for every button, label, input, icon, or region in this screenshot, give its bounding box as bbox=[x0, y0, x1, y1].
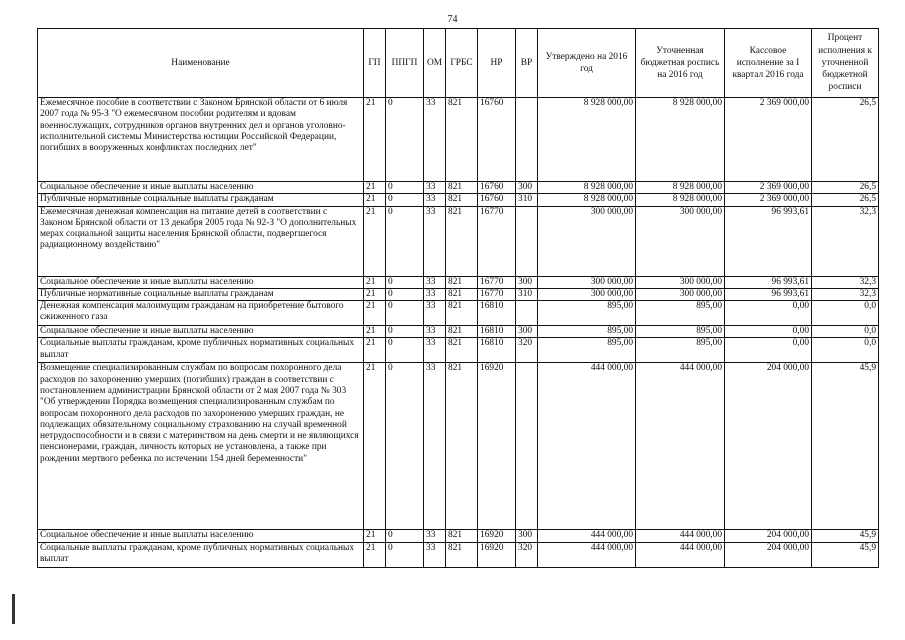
cell-grbs: 821 bbox=[446, 326, 478, 338]
cell-ppgp: 0 bbox=[386, 194, 424, 206]
cell-grbs: 821 bbox=[446, 288, 478, 300]
cell-ppgp: 0 bbox=[386, 542, 424, 567]
cell-om: 33 bbox=[424, 363, 446, 530]
cell-vr: 320 bbox=[516, 338, 538, 363]
header-approved: Утверждено на 2016 год bbox=[538, 29, 636, 98]
cell-np: 16770 bbox=[478, 276, 516, 288]
cell-np: 16810 bbox=[478, 301, 516, 326]
table-row bbox=[38, 98, 879, 182]
cell-np: 16920 bbox=[478, 363, 516, 530]
cell-ppgp: 0 bbox=[386, 98, 424, 182]
cell-om: 33 bbox=[424, 98, 446, 182]
cell-approved: 8 928 000,00 bbox=[538, 194, 636, 206]
table-row bbox=[38, 194, 879, 206]
cell-name: Возмещение специализированным службам по вопросам похоронного дела расходов по захоронению умерших (погибших) граждан в соответствии с постановлением администрации Брянской области от 2 мая 2007 года № 303 "Об утверждении Порядка возмещения специализированным службам по вопросам похоронного дела расходов по захоронению умерших граждан, не подлежащих обязательному социальному страхованию на случай временной нетрудоспособности и в связи с материнством на день смерти и не являющихся пенсионерами, граждан, личность которых не установлена, а также при рождении мертвого ребенка по истечении 154 дней беременности" bbox=[38, 363, 364, 530]
cell-gp: 21 bbox=[364, 288, 386, 300]
table-row bbox=[38, 182, 879, 194]
table-row bbox=[38, 530, 879, 542]
cell-om: 33 bbox=[424, 206, 446, 276]
cell-approved: 895,00 bbox=[538, 338, 636, 363]
header-np: НР bbox=[478, 29, 516, 98]
cell-om: 33 bbox=[424, 276, 446, 288]
cell-refined: 8 928 000,00 bbox=[636, 194, 725, 206]
cell-name: Ежемесячная денежная компенсация на питание детей в соответствии с Законом Брянской области от 13 декабря 2005 года № 92-З "О дополнительных мерах социальной защиты населения Брянской области, подвергшегося радиационному воздействию" bbox=[38, 206, 364, 276]
cell-approved: 895,00 bbox=[538, 301, 636, 326]
cell-refined: 444 000,00 bbox=[636, 530, 725, 542]
cell-vr: 300 bbox=[516, 182, 538, 194]
cell-percent: 26,5 bbox=[812, 98, 879, 182]
cell-approved: 444 000,00 bbox=[538, 363, 636, 530]
cell-ppgp: 0 bbox=[386, 530, 424, 542]
cell-vr: 320 bbox=[516, 542, 538, 567]
cell-approved: 895,00 bbox=[538, 326, 636, 338]
cell-gp: 21 bbox=[364, 194, 386, 206]
cell-percent: 45,9 bbox=[812, 530, 879, 542]
cell-ppgp: 0 bbox=[386, 276, 424, 288]
cell-vr: 300 bbox=[516, 530, 538, 542]
cell-grbs: 821 bbox=[446, 206, 478, 276]
cell-cash: 96 993,61 bbox=[725, 276, 812, 288]
cell-approved: 8 928 000,00 bbox=[538, 182, 636, 194]
cell-ppgp: 0 bbox=[386, 326, 424, 338]
cell-vr bbox=[516, 301, 538, 326]
cell-grbs: 821 bbox=[446, 301, 478, 326]
cell-approved: 8 928 000,00 bbox=[538, 98, 636, 182]
cell-percent: 0,0 bbox=[812, 326, 879, 338]
cell-gp: 21 bbox=[364, 276, 386, 288]
cell-np: 16760 bbox=[478, 98, 516, 182]
cell-name: Социальные выплаты гражданам, кроме публичных нормативных социальных выплат bbox=[38, 338, 364, 363]
cell-name: Денежная компенсация малоимущим гражданам на приобретение бытового сжиженного газа bbox=[38, 301, 364, 326]
header-vr: ВР bbox=[516, 29, 538, 98]
cell-np: 16770 bbox=[478, 206, 516, 276]
table-row bbox=[38, 288, 879, 300]
cell-approved: 300 000,00 bbox=[538, 206, 636, 276]
cell-vr bbox=[516, 98, 538, 182]
cell-om: 33 bbox=[424, 301, 446, 326]
cell-np: 16810 bbox=[478, 338, 516, 363]
cell-percent: 26,5 bbox=[812, 182, 879, 194]
table-row bbox=[38, 301, 879, 326]
cell-np: 16760 bbox=[478, 194, 516, 206]
cell-vr: 300 bbox=[516, 326, 538, 338]
cell-om: 33 bbox=[424, 326, 446, 338]
table-row bbox=[38, 338, 879, 363]
page-number: 74 bbox=[447, 14, 458, 25]
cell-grbs: 821 bbox=[446, 182, 478, 194]
cell-om: 33 bbox=[424, 182, 446, 194]
cell-grbs: 821 bbox=[446, 194, 478, 206]
cell-vr bbox=[516, 206, 538, 276]
header-ppgp: ППГП bbox=[386, 29, 424, 98]
cell-vr: 310 bbox=[516, 194, 538, 206]
cell-gp: 21 bbox=[364, 338, 386, 363]
cell-refined: 444 000,00 bbox=[636, 363, 725, 530]
cell-om: 33 bbox=[424, 530, 446, 542]
cell-ppgp: 0 bbox=[386, 206, 424, 276]
cell-ppgp: 0 bbox=[386, 288, 424, 300]
cell-cash: 2 369 000,00 bbox=[725, 194, 812, 206]
scan-edge-mark bbox=[12, 594, 15, 624]
cell-cash: 96 993,61 bbox=[725, 206, 812, 276]
cell-refined: 8 928 000,00 bbox=[636, 182, 725, 194]
cell-cash: 0,00 bbox=[725, 301, 812, 326]
cell-ppgp: 0 bbox=[386, 338, 424, 363]
cell-grbs: 821 bbox=[446, 542, 478, 567]
cell-grbs: 821 bbox=[446, 530, 478, 542]
cell-refined: 895,00 bbox=[636, 301, 725, 326]
header-om: ОМ bbox=[424, 29, 446, 98]
cell-om: 33 bbox=[424, 194, 446, 206]
cell-cash: 0,00 bbox=[725, 338, 812, 363]
cell-cash: 204 000,00 bbox=[725, 542, 812, 567]
cell-np: 16770 bbox=[478, 288, 516, 300]
cell-vr: 310 bbox=[516, 288, 538, 300]
cell-cash: 0,00 bbox=[725, 326, 812, 338]
cell-grbs: 821 bbox=[446, 363, 478, 530]
cell-grbs: 821 bbox=[446, 276, 478, 288]
cell-approved: 300 000,00 bbox=[538, 276, 636, 288]
header-gp: ГП bbox=[364, 29, 386, 98]
cell-percent: 45,9 bbox=[812, 363, 879, 530]
cell-ppgp: 0 bbox=[386, 301, 424, 326]
cell-np: 16920 bbox=[478, 542, 516, 567]
cell-name: Социальное обеспечение и иные выплаты населению bbox=[38, 182, 364, 194]
cell-refined: 895,00 bbox=[636, 338, 725, 363]
cell-name: Социальное обеспечение и иные выплаты населению bbox=[38, 530, 364, 542]
cell-refined: 444 000,00 bbox=[636, 542, 725, 567]
cell-grbs: 821 bbox=[446, 338, 478, 363]
cell-gp: 21 bbox=[364, 182, 386, 194]
cell-cash: 96 993,61 bbox=[725, 288, 812, 300]
cell-name: Публичные нормативные социальные выплаты гражданам bbox=[38, 194, 364, 206]
cell-gp: 21 bbox=[364, 206, 386, 276]
cell-percent: 32,3 bbox=[812, 288, 879, 300]
cell-om: 33 bbox=[424, 338, 446, 363]
table-row bbox=[38, 206, 879, 276]
cell-vr bbox=[516, 363, 538, 530]
cell-name: Социальное обеспечение и иные выплаты населению bbox=[38, 276, 364, 288]
cell-refined: 8 928 000,00 bbox=[636, 98, 725, 182]
cell-refined: 300 000,00 bbox=[636, 206, 725, 276]
cell-gp: 21 bbox=[364, 98, 386, 182]
cell-gp: 21 bbox=[364, 326, 386, 338]
cell-gp: 21 bbox=[364, 363, 386, 530]
header-refined: Уточненная бюджетная роспись на 2016 год bbox=[636, 29, 725, 98]
table-row bbox=[38, 276, 879, 288]
cell-approved: 444 000,00 bbox=[538, 530, 636, 542]
cell-refined: 300 000,00 bbox=[636, 276, 725, 288]
cell-cash: 204 000,00 bbox=[725, 363, 812, 530]
table-row bbox=[38, 542, 879, 567]
cell-om: 33 bbox=[424, 542, 446, 567]
cell-np: 16810 bbox=[478, 326, 516, 338]
cell-percent: 45,9 bbox=[812, 542, 879, 567]
cell-ppgp: 0 bbox=[386, 182, 424, 194]
cell-grbs: 821 bbox=[446, 98, 478, 182]
cell-np: 16920 bbox=[478, 530, 516, 542]
cell-percent: 26,5 bbox=[812, 194, 879, 206]
cell-cash: 2 369 000,00 bbox=[725, 98, 812, 182]
cell-percent: 0,0 bbox=[812, 301, 879, 326]
cell-gp: 21 bbox=[364, 530, 386, 542]
cell-refined: 895,00 bbox=[636, 326, 725, 338]
cell-np: 16760 bbox=[478, 182, 516, 194]
cell-approved: 300 000,00 bbox=[538, 288, 636, 300]
budget-table bbox=[37, 28, 879, 568]
header-percent: Процент исполнения к уточненной бюджетной росписи bbox=[812, 29, 879, 98]
cell-ppgp: 0 bbox=[386, 363, 424, 530]
cell-name: Социальные выплаты гражданам, кроме публичных нормативных социальных выплат bbox=[38, 542, 364, 567]
header-name: Наименование bbox=[38, 29, 364, 98]
cell-percent: 32,3 bbox=[812, 276, 879, 288]
table-row bbox=[38, 363, 879, 530]
cell-gp: 21 bbox=[364, 542, 386, 567]
cell-name: Социальное обеспечение и иные выплаты населению bbox=[38, 326, 364, 338]
cell-refined: 300 000,00 bbox=[636, 288, 725, 300]
cell-gp: 21 bbox=[364, 301, 386, 326]
cell-approved: 444 000,00 bbox=[538, 542, 636, 567]
cell-name: Публичные нормативные социальные выплаты гражданам bbox=[38, 288, 364, 300]
cell-percent: 32,3 bbox=[812, 206, 879, 276]
header-cash: Кассовое исполнение за I квартал 2016 года bbox=[725, 29, 812, 98]
table-header-row bbox=[38, 29, 879, 98]
cell-cash: 204 000,00 bbox=[725, 530, 812, 542]
cell-cash: 2 369 000,00 bbox=[725, 182, 812, 194]
cell-name: Ежемесячное пособие в соответствии с Законом Брянской области от 6 июля 2007 года № 95-З "О ежемесячном пособии родителям и вдовам военнослужащих, сотрудников органов внутренних дел и органов уголовно-исполнительной системы Министерства юстиции Российской Федерации, погибших в вооруженных конфликтах последних лет" bbox=[38, 98, 364, 182]
cell-om: 33 bbox=[424, 288, 446, 300]
cell-vr: 300 bbox=[516, 276, 538, 288]
header-grbs: ГРБС bbox=[446, 29, 478, 98]
table-row bbox=[38, 326, 879, 338]
cell-percent: 0,0 bbox=[812, 338, 879, 363]
